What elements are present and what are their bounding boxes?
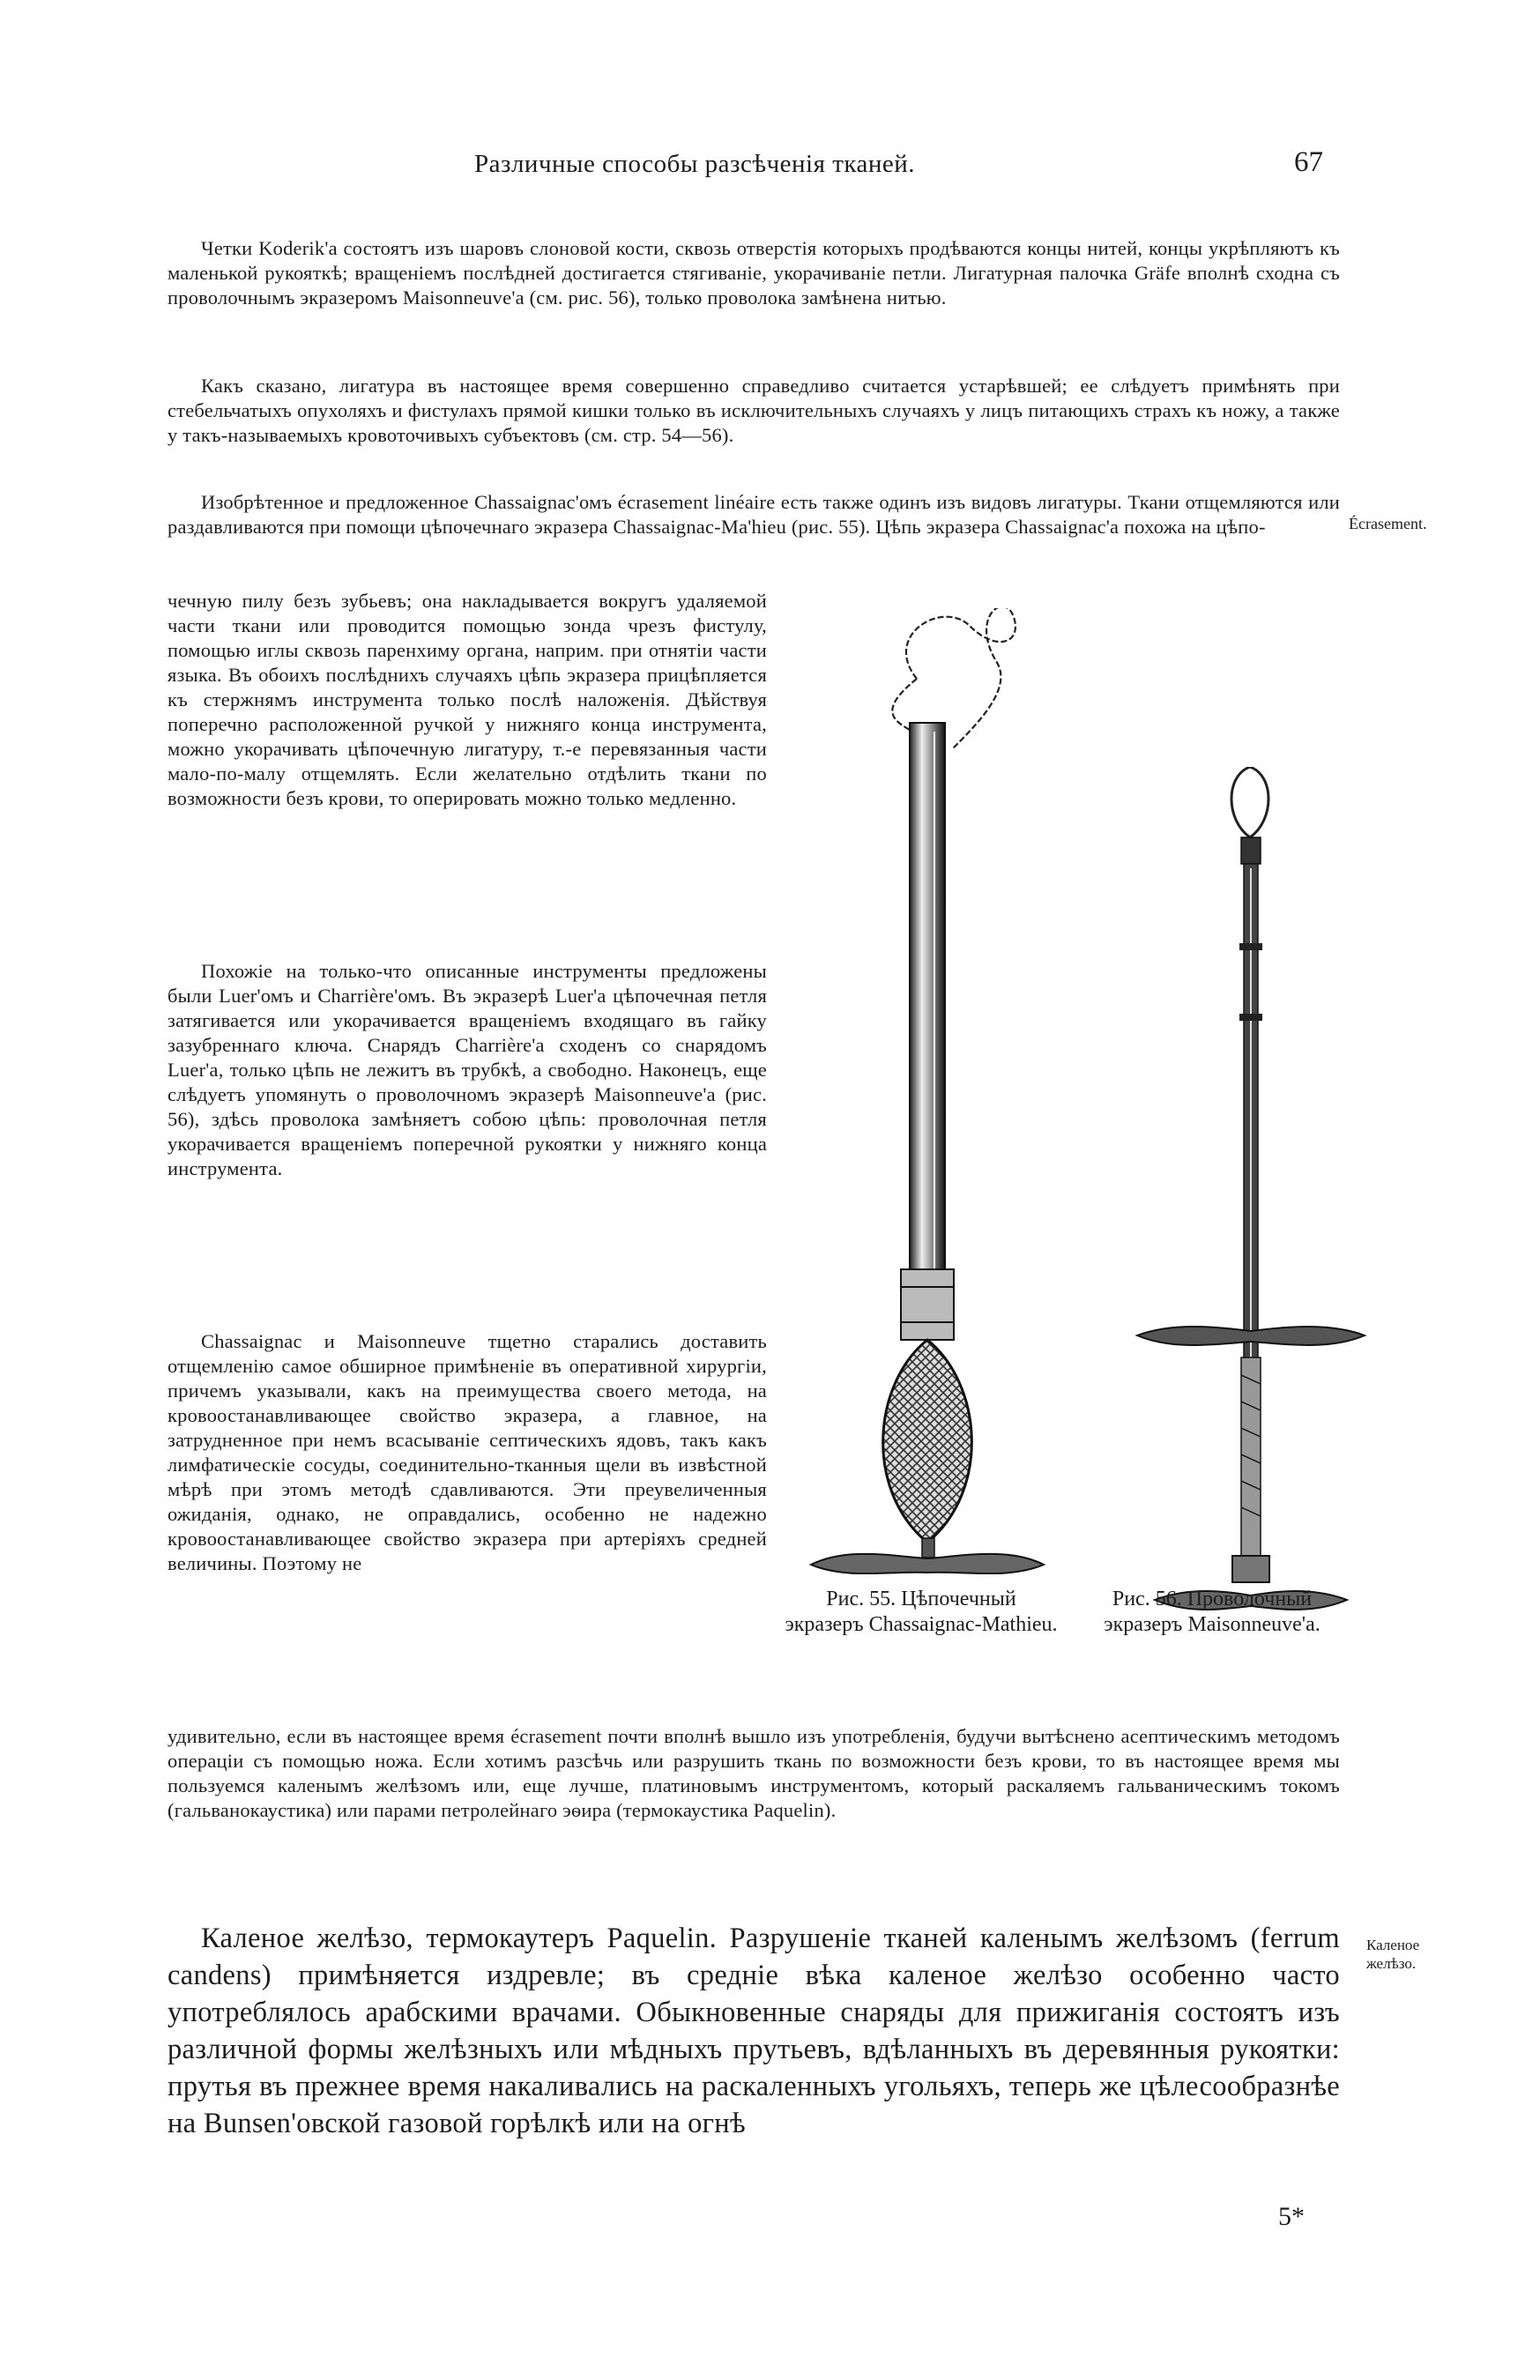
paragraph-ferrum-candens: Каленое желѣзо, термокаутеръ Paquelin. Разрушеніе тканей каленымъ желѣзомъ (ferrum candens) примѣняется издревле; въ средніе вѣка каленое желѣзо особенно часто употреблялось арабскими врачами. Обыкновенные снаряды для прижиганія состоятъ изъ различной формы желѣзныхъ или мѣдныхъ прутьевъ, вдѣланныхъ въ деревянныя рукоятки: прутья въ прежнее время накаливались на раскаленныхъ угольяхъ, теперь же цѣлесообразнѣе на Bunsen'овской газовой горѣлкѣ или на огнѣ	[167, 1923, 1340, 2139]
paragraph-asepsis: удивительно, если въ настоящее время écrasement почти вполнѣ вышло изъ употребленія, будучи вытѣснено асептическимъ методомъ операціи съ помощью ножа. Если хотимъ разсѣчь или разрушить ткань по возможности безъ крови, то въ настоящее время мы пользуемся каленымъ желѣзомъ или, еще лучше, платиновымъ инструментомъ, который раскаляемъ гальваническимъ токомъ (гальванокаустика) или парами петролейнаго эѳира (термокаустика Paquelin).	[167, 1725, 1340, 1821]
printer-signature: 5*	[1278, 2202, 1305, 2231]
page-header	[0, 146, 1540, 194]
figure-56-caption: Рис. 56. Проволочный экразеръ Maisonneuve'а.	[1104, 1588, 1321, 1636]
figure-55-chain-ecraseur	[793, 608, 1075, 1578]
paragraph-ecrasement-continued: чечную пилу безъ зубьевъ; она накладывается вокругъ удаляемой части ткани или проводится помощью зонда чрезъ фистулу, помощью иглы сквозь паренхиму органа, наприм. при отнятіи части языка. Въ обоихъ послѣднихъ случаяхъ цѣпь экразера прицѣпляется къ стержнямъ инструмента только послѣ наложенія. Дѣйствуя поперечно расположенной ручкой у нижняго конца инструмента, можно укорачивать цѣпочечную лигатуру, т.-е перевязанныя части мало-по-малу отщемлять. Если желательно отдѣлить ткани по возможности безъ крови, то оперировать можно только медленно.	[167, 590, 767, 809]
figure-56-wire-ecraseur	[1120, 767, 1384, 1675]
margin-note-ecrasement: Écrasement.	[1349, 515, 1427, 532]
paragraph-chassaignac-maisonneuve: Chassaignac и Maisonneuve тщетно старались доставить отщемленію самое обширное примѣненіе въ оперативной хирургіи, причемъ указывали, какъ на преимущества своего метода, на кровоостанавливающее свойство экразера, а главное, на затрудненное при немъ всасываніе септическихъ ядовъ, такъ какъ лимфатическіе сосуды, соединительно-тканныя щели въ извѣстной мѣрѣ при этомъ методѣ сдавливаются. Эти преувеличенныя ожиданія, однако, не оправдались, особенно не надежно кровоостанавливающее свойство экразера при артеріяхъ средней величины. Поэтому не	[167, 1330, 767, 1574]
paragraph-koderik: Четки Koderik'а состоятъ изъ шаровъ слоновой кости, сквозь отверстія которыхъ продѣваются концы нитей, концы укрѣпляютъ къ маленькой рукояткѣ; вращеніемъ послѣдней достигается стягиваніе, укорачиваніе петли. Лигатурная палочка Gräfe вполнѣ сходна съ проволочнымъ экразеромъ Maisonneuve'а (см. рис. 56), только проволока замѣнена нитью.	[167, 237, 1340, 309]
paragraph-luer-charriere: Похожіе на только-что описанные инструменты предложены были Luer'омъ и Charrière'омъ. Въ экразерѣ Luer'а цѣпочечная петля затягивается или укорачивается вращеніемъ входящаго въ гайку зазубреннаго ключа. Снарядъ Charrière'а сходенъ со снарядомъ Luer'а, только цѣпь не лежитъ въ трубкѣ, а свободно. Наконецъ, еще слѣдуетъ упомянуть о проволочномъ экразерѣ Maisonneuve'а (рис. 56), здѣсь проволока замѣняетъ собою цѣпь: проволочная петля укорачивается вращеніемъ поперечной рукоятки у нижняго конца инструмента.	[167, 960, 767, 1179]
paragraph-ligature-outdated: Какъ сказано, лигатура въ настоящее время совершенно справедливо считается устарѣвшей; ее слѣдуетъ примѣнять при стебельчатыхъ опухоляхъ и фистулахъ прямой кишки только въ исключительныхъ случаяхъ у лицъ питающихъ страхъ къ ножу, а также у такъ-называемыхъ кровоточивыхъ субъектовъ (см. стр. 54—56).	[167, 375, 1340, 446]
running-title: Различные способы разсѣченія тканей.	[474, 150, 916, 178]
margin-note-kalenoe: Каленое желѣзо.	[1366, 1937, 1420, 1972]
page-number: 67	[1294, 146, 1323, 178]
paragraph-ecrasement: Изобрѣтенное и предложенное Chassaignac'омъ écrasement linéaire есть также одинъ изъ видовъ лигатуры. Ткани отщемляются или раздавливаются при помощи цѣпочечнаго экразера Chassaignac-Ma'hieu (рис. 55). Цѣпь экразера Chassaignac'а похожа на цѣпо-	[167, 491, 1340, 538]
figure-55-caption: Рис. 55. Цѣпочечный экразеръ Chassaignac-Mathieu.	[785, 1588, 1058, 1636]
